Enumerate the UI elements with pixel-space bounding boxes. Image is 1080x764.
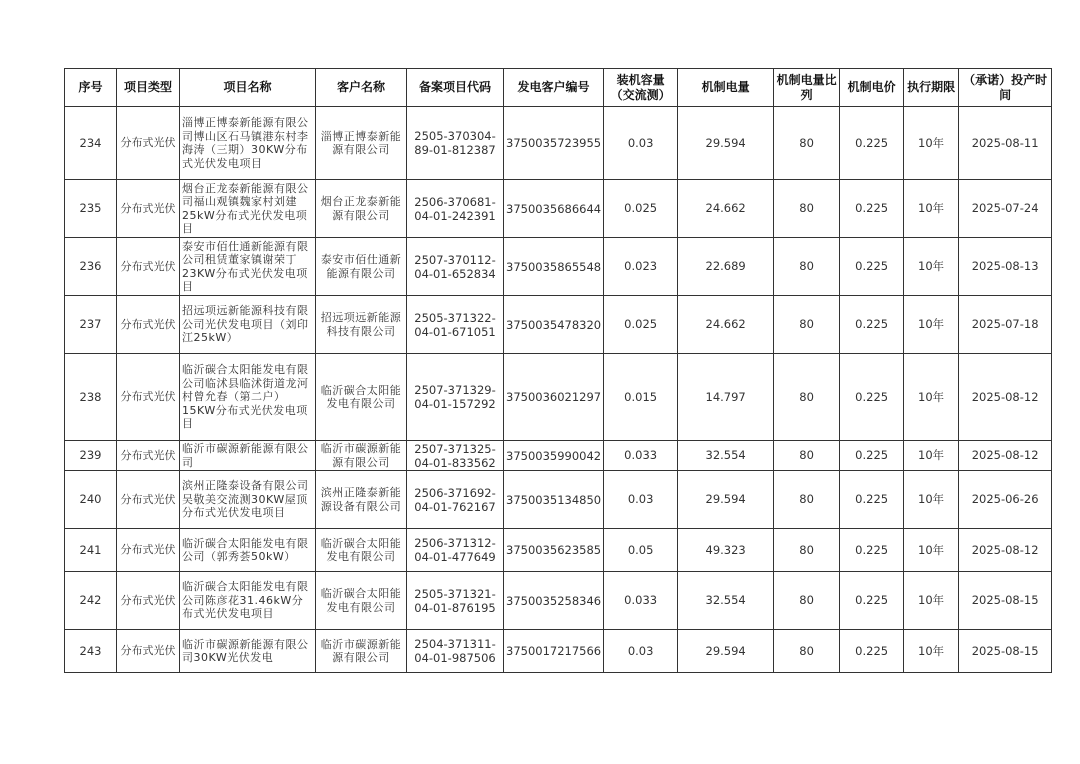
cell-account: 3750035134850 (504, 471, 604, 529)
cell-ratio: 80 (774, 238, 840, 296)
cell-no: 234 (65, 107, 117, 180)
header-no: 序号 (65, 69, 117, 107)
cell-no: 238 (65, 354, 117, 441)
cell-no: 239 (65, 441, 117, 471)
cell-ratio: 80 (774, 354, 840, 441)
cell-type: 分布式光伏 (117, 296, 180, 354)
cell-term: 10年 (904, 441, 959, 471)
cell-code: 2505-371322-04-01-671051 (407, 296, 504, 354)
cell-code: 2506-370681-04-01-242391 (407, 180, 504, 238)
cell-type: 分布式光伏 (117, 354, 180, 441)
cell-price: 0.225 (840, 180, 904, 238)
table-row (65, 471, 1052, 529)
cell-mech-power: 32.554 (678, 572, 774, 630)
cell-code: 2504-371311-04-01-987506 (407, 630, 504, 673)
cell-term: 10年 (904, 572, 959, 630)
header-type: 项目类型 (117, 69, 180, 107)
cell-capacity: 0.033 (604, 441, 678, 471)
cell-type: 分布式光伏 (117, 471, 180, 529)
cell-type: 分布式光伏 (117, 238, 180, 296)
cell-code: 2505-371321-04-01-876195 (407, 572, 504, 630)
table-row (65, 441, 1052, 471)
cell-name: 招远项远新能源科技有限公司光伏发电项目（刘印江25kW） (180, 296, 316, 354)
cell-code: 2506-371312-04-01-477649 (407, 529, 504, 572)
cell-term: 10年 (904, 630, 959, 673)
cell-ratio: 80 (774, 441, 840, 471)
cell-name: 烟台正龙泰新能源有限公司福山观镇魏家村刘建25kW分布式光伏发电项目 (180, 180, 316, 238)
cell-no: 241 (65, 529, 117, 572)
cell-name: 滨州正隆泰设备有限公司吴敬美交流测30KW屋顶分布式光伏发电项目 (180, 471, 316, 529)
header-name: 项目名称 (180, 69, 316, 107)
cell-capacity: 0.025 (604, 180, 678, 238)
cell-term: 10年 (904, 238, 959, 296)
cell-customer: 烟台正龙泰新能源有限公司 (316, 180, 407, 238)
cell-no: 235 (65, 180, 117, 238)
cell-type: 分布式光伏 (117, 572, 180, 630)
table-row (65, 180, 1052, 238)
cell-capacity: 0.03 (604, 630, 678, 673)
cell-no: 236 (65, 238, 117, 296)
cell-code: 2505-370304-89-01-812387 (407, 107, 504, 180)
cell-name: 临沂碳合太阳能发电有限公司临沭县临沭街道龙河村曾允春（第二户）15KW分布式光伏发电项目 (180, 354, 316, 441)
cell-price: 0.225 (840, 296, 904, 354)
cell-name: 临沂碳合太阳能发电有限公司（郭秀荟50kW） (180, 529, 316, 572)
header-price: 机制电价 (840, 69, 904, 107)
cell-date: 2025-08-15 (959, 572, 1052, 630)
cell-mech-power: 22.689 (678, 238, 774, 296)
cell-name: 临沂碳合太阳能发电有限公司陈彦花31.46kW分布式光伏发电项目 (180, 572, 316, 630)
table-row (65, 572, 1052, 630)
cell-account: 3750035865548 (504, 238, 604, 296)
project-table (64, 68, 1052, 673)
cell-no: 242 (65, 572, 117, 630)
cell-price: 0.225 (840, 572, 904, 630)
cell-price: 0.225 (840, 471, 904, 529)
cell-date: 2025-07-18 (959, 296, 1052, 354)
cell-customer: 临沂碳合太阳能发电有限公司 (316, 529, 407, 572)
cell-customer: 临沂市碳源新能源有限公司 (316, 630, 407, 673)
cell-type: 分布式光伏 (117, 180, 180, 238)
cell-account: 3750036021297 (504, 354, 604, 441)
cell-term: 10年 (904, 471, 959, 529)
cell-account: 3750035258346 (504, 572, 604, 630)
header-code: 备案项目代码 (407, 69, 504, 107)
cell-term: 10年 (904, 529, 959, 572)
cell-date: 2025-08-12 (959, 354, 1052, 441)
cell-price: 0.225 (840, 238, 904, 296)
cell-date: 2025-08-13 (959, 238, 1052, 296)
cell-mech-power: 14.797 (678, 354, 774, 441)
cell-name: 临沂市碳源新能源有限公司30KW光伏发电 (180, 630, 316, 673)
cell-date: 2025-08-12 (959, 529, 1052, 572)
cell-code: 2507-371329-04-01-157292 (407, 354, 504, 441)
cell-type: 分布式光伏 (117, 107, 180, 180)
cell-customer: 淄博正博泰新能源有限公司 (316, 107, 407, 180)
cell-code: 2506-371692-04-01-762167 (407, 471, 504, 529)
cell-account: 3750017217566 (504, 630, 604, 673)
table-row (65, 529, 1052, 572)
cell-ratio: 80 (774, 630, 840, 673)
cell-mech-power: 24.662 (678, 180, 774, 238)
cell-account: 3750035478320 (504, 296, 604, 354)
cell-ratio: 80 (774, 180, 840, 238)
cell-ratio: 80 (774, 471, 840, 529)
cell-customer: 临沂碳合太阳能发电有限公司 (316, 354, 407, 441)
cell-date: 2025-08-15 (959, 630, 1052, 673)
cell-mech-power: 49.323 (678, 529, 774, 572)
cell-name: 临沂市碳源新能源有限公司 (180, 441, 316, 471)
cell-account: 3750035990042 (504, 441, 604, 471)
cell-capacity: 0.05 (604, 529, 678, 572)
cell-account: 3750035623585 (504, 529, 604, 572)
cell-date: 2025-07-24 (959, 180, 1052, 238)
cell-ratio: 80 (774, 529, 840, 572)
cell-ratio: 80 (774, 572, 840, 630)
cell-price: 0.225 (840, 107, 904, 180)
cell-term: 10年 (904, 107, 959, 180)
cell-code: 2507-371325-04-01-833562 (407, 441, 504, 471)
cell-account: 3750035686644 (504, 180, 604, 238)
cell-type: 分布式光伏 (117, 630, 180, 673)
cell-type: 分布式光伏 (117, 529, 180, 572)
cell-date: 2025-08-11 (959, 107, 1052, 180)
cell-mech-power: 24.662 (678, 296, 774, 354)
table-row (65, 296, 1052, 354)
header-capacity: 装机容量（交流测） (604, 69, 678, 107)
cell-no: 237 (65, 296, 117, 354)
cell-no: 240 (65, 471, 117, 529)
cell-customer: 临沂市碳源新能源有限公司 (316, 441, 407, 471)
cell-ratio: 80 (774, 107, 840, 180)
header-customer: 客户名称 (316, 69, 407, 107)
cell-code: 2507-370112-04-01-652834 (407, 238, 504, 296)
cell-capacity: 0.015 (604, 354, 678, 441)
cell-name: 淄博正博泰新能源有限公司博山区石马镇港东村李海涛（三期）30KW分布式光伏发电项目 (180, 107, 316, 180)
cell-customer: 临沂碳合太阳能发电有限公司 (316, 572, 407, 630)
cell-price: 0.225 (840, 354, 904, 441)
cell-mech-power: 29.594 (678, 107, 774, 180)
cell-customer: 招远项远新能源科技有限公司 (316, 296, 407, 354)
cell-type: 分布式光伏 (117, 441, 180, 471)
header-term: 执行期限 (904, 69, 959, 107)
header-date: （承诺）投产时间 (959, 69, 1052, 107)
table-row (65, 238, 1052, 296)
cell-customer: 滨州正隆泰新能源设备有限公司 (316, 471, 407, 529)
cell-capacity: 0.033 (604, 572, 678, 630)
cell-mech-power: 29.594 (678, 630, 774, 673)
cell-term: 10年 (904, 296, 959, 354)
cell-name: 泰安市佰仕通新能源有限公司租赁董家镇谢荣丁23KW分布式光伏发电项目 (180, 238, 316, 296)
table-row (65, 354, 1052, 441)
cell-account: 3750035723955 (504, 107, 604, 180)
header-row (65, 69, 1052, 107)
cell-capacity: 0.025 (604, 296, 678, 354)
header-mech-power: 机制电量 (678, 69, 774, 107)
cell-term: 10年 (904, 180, 959, 238)
table-row (65, 630, 1052, 673)
cell-mech-power: 29.594 (678, 471, 774, 529)
cell-capacity: 0.03 (604, 107, 678, 180)
cell-price: 0.225 (840, 529, 904, 572)
header-account: 发电客户编号 (504, 69, 604, 107)
cell-date: 2025-08-12 (959, 441, 1052, 471)
cell-capacity: 0.023 (604, 238, 678, 296)
cell-mech-power: 32.554 (678, 441, 774, 471)
cell-capacity: 0.03 (604, 471, 678, 529)
cell-price: 0.225 (840, 441, 904, 471)
header-ratio: 机制电量比列 (774, 69, 840, 107)
cell-term: 10年 (904, 354, 959, 441)
cell-price: 0.225 (840, 630, 904, 673)
cell-customer: 泰安市佰仕通新能源有限公司 (316, 238, 407, 296)
table-row (65, 107, 1052, 180)
cell-ratio: 80 (774, 296, 840, 354)
cell-date: 2025-06-26 (959, 471, 1052, 529)
cell-no: 243 (65, 630, 117, 673)
